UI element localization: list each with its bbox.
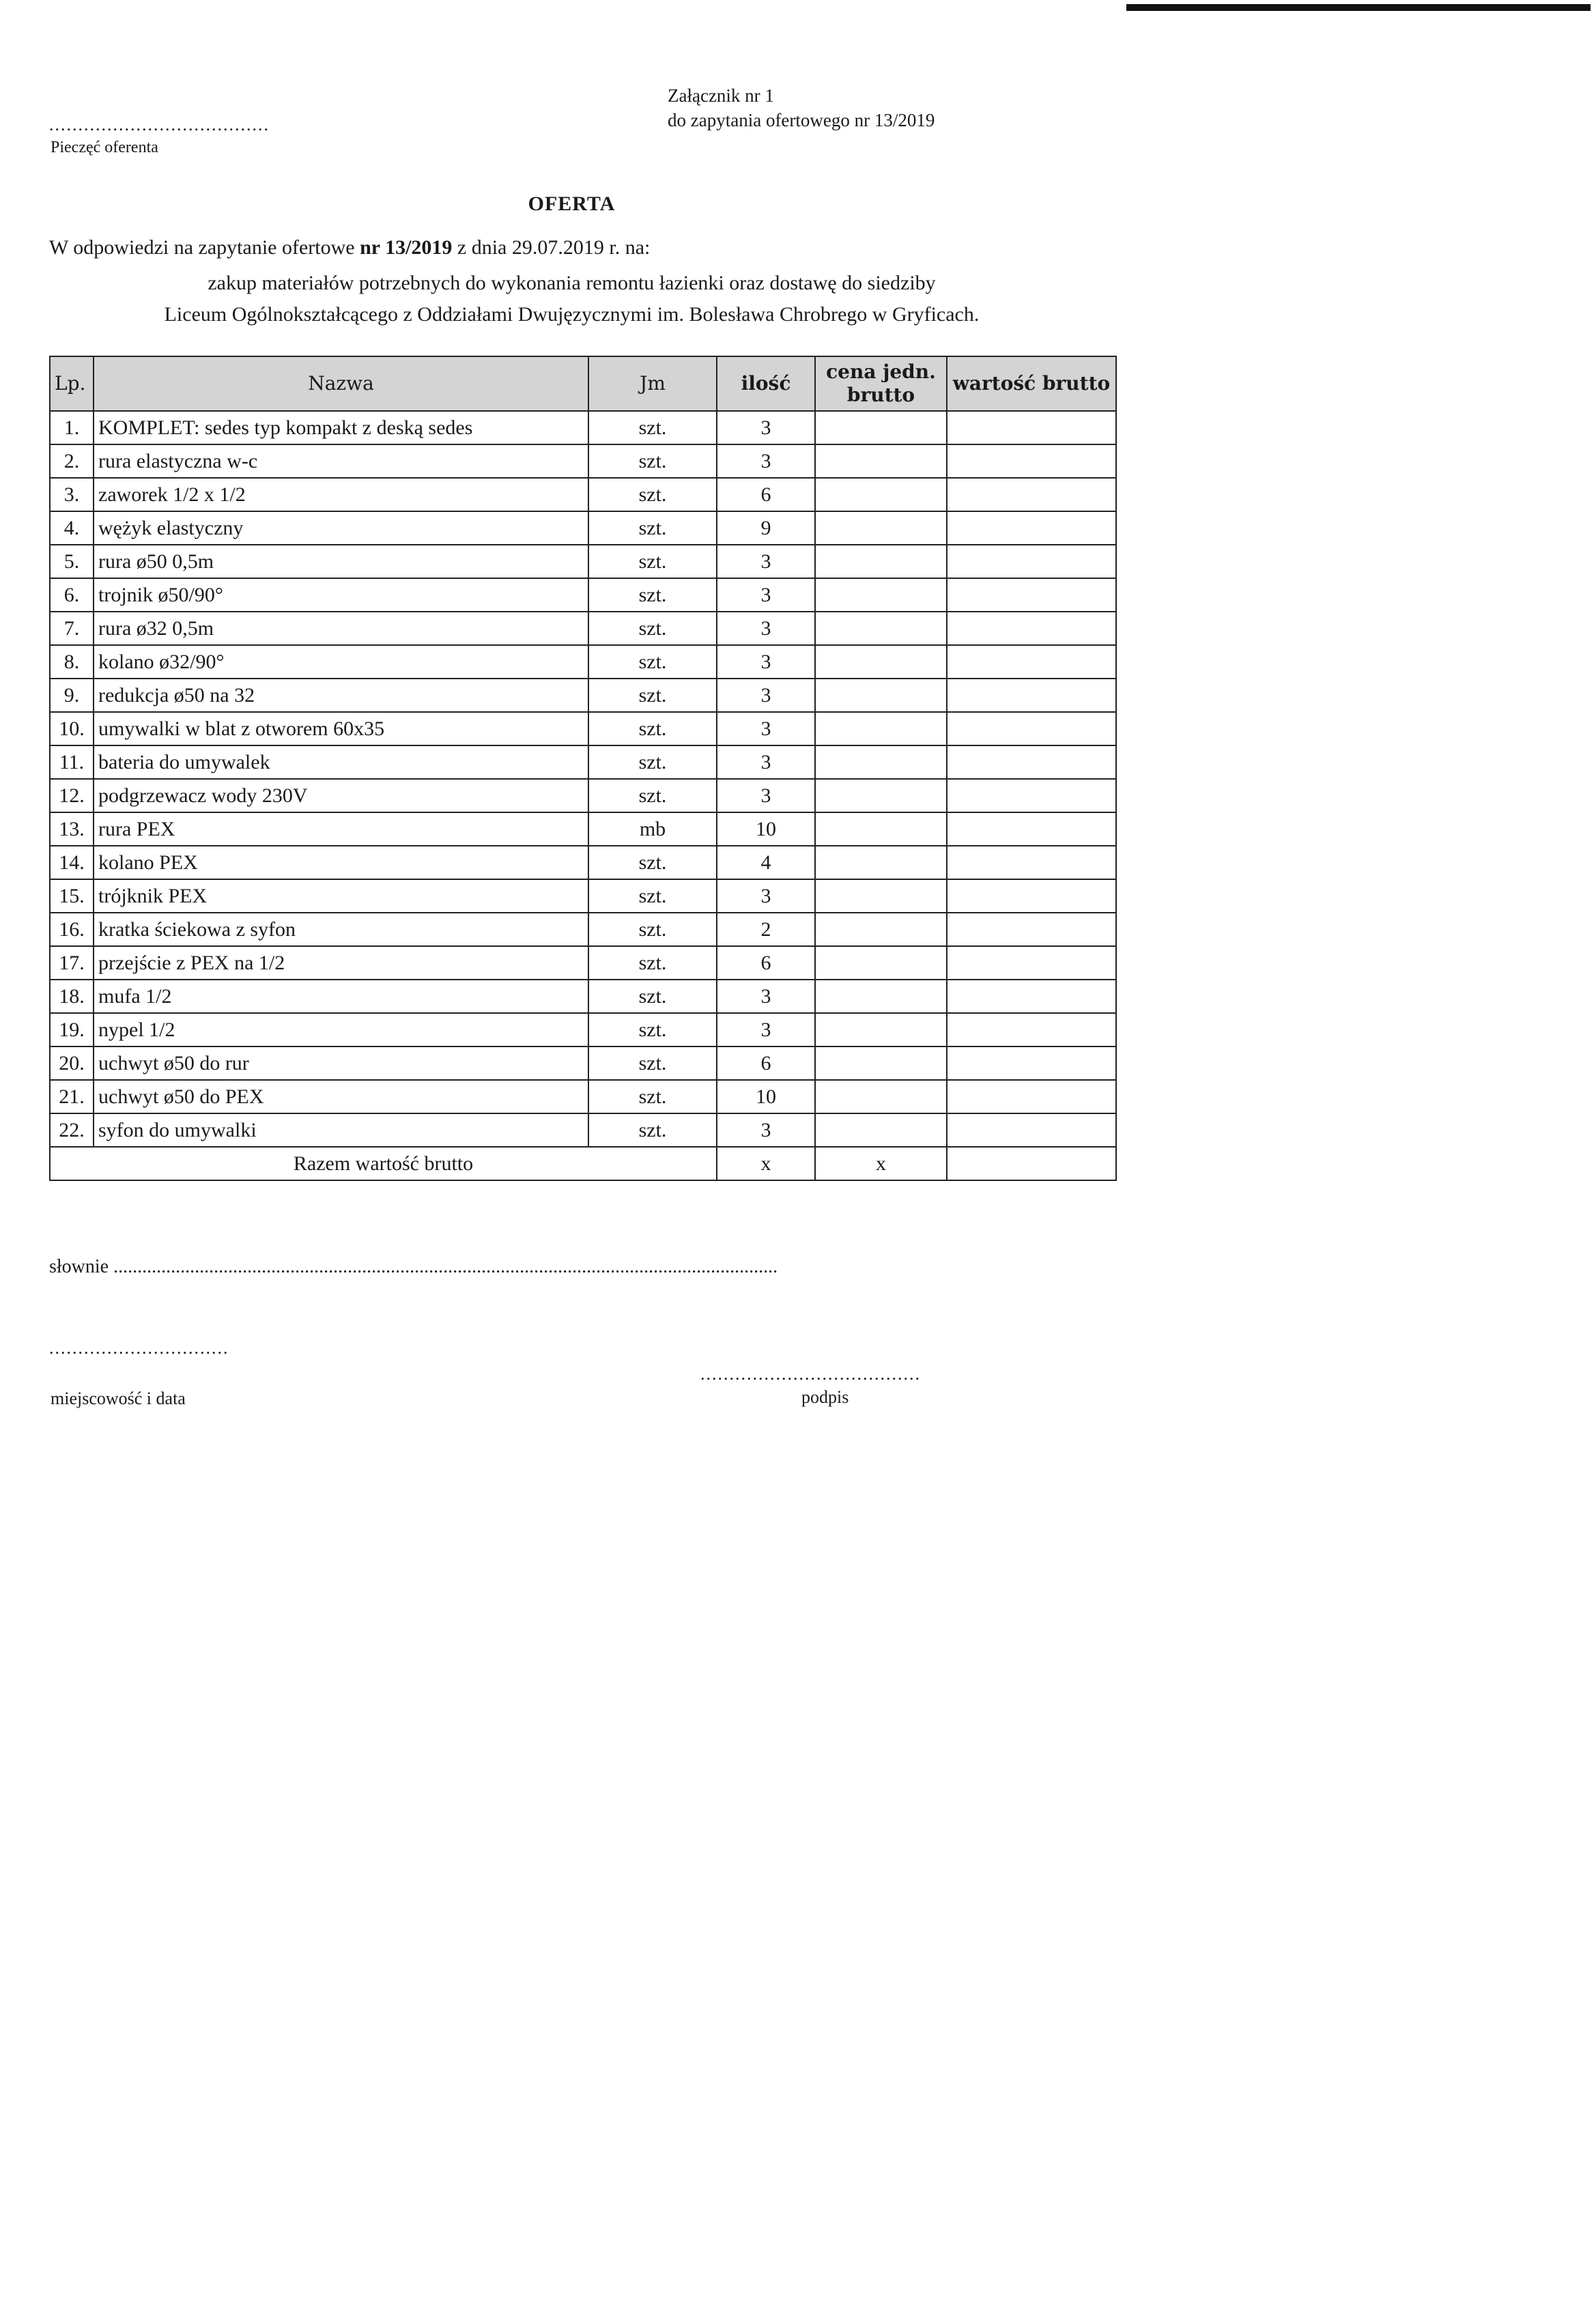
row-unit-price-field[interactable] (815, 578, 947, 612)
row-value-field[interactable] (947, 411, 1116, 444)
row-unit: mb (588, 812, 717, 846)
row-lp: 16. (50, 913, 94, 946)
table-row (50, 1046, 1116, 1080)
annex-header (668, 83, 935, 132)
row-value-field[interactable] (947, 511, 1116, 545)
row-unit: szt. (588, 612, 717, 645)
header-unit-price-line-1: cena jedn. (826, 360, 936, 383)
total-value-field[interactable] (947, 1147, 1116, 1180)
row-value-field[interactable] (947, 913, 1116, 946)
row-name: mufa 1/2 (94, 980, 588, 1013)
table-row (50, 645, 1116, 679)
row-value-field[interactable] (947, 1046, 1116, 1080)
row-unit: szt. (588, 545, 717, 578)
table-row (50, 879, 1116, 913)
row-name: zaworek 1/2 x 1/2 (94, 478, 588, 511)
table-row (50, 1113, 1116, 1147)
table-row (50, 980, 1116, 1013)
row-unit: szt. (588, 779, 717, 812)
row-qty: 3 (717, 712, 815, 745)
row-value-field[interactable] (947, 478, 1116, 511)
row-unit-price-field[interactable] (815, 444, 947, 478)
header-value: wartość brutto (947, 356, 1116, 411)
row-qty: 3 (717, 1113, 815, 1147)
total-qty: x (717, 1147, 815, 1180)
row-unit-price-field[interactable] (815, 545, 947, 578)
place-date-label: miejscowość i data (51, 1389, 186, 1408)
row-name: przejście z PEX na 1/2 (94, 946, 588, 980)
total-row (50, 1147, 1116, 1180)
table-row (50, 411, 1116, 444)
table-row (50, 612, 1116, 645)
row-qty: 3 (717, 612, 815, 645)
signature-label: podpis (801, 1387, 849, 1407)
total-unit-price: x (815, 1147, 947, 1180)
annex-line-2: do zapytania ofertowego nr 13/2019 (668, 110, 935, 130)
subject-line-2: Liceum Ogólnokształcącego z Oddziałami Dwujęzycznymi im. Bolesława Chrobrego w Gryficach. (164, 303, 980, 326)
scan-edge-bar (1126, 4, 1591, 11)
row-name: trojnik ø50/90° (94, 578, 588, 612)
row-unit-price-field[interactable] (815, 645, 947, 679)
row-lp: 18. (50, 980, 94, 1013)
row-value-field[interactable] (947, 1080, 1116, 1113)
table-row (50, 679, 1116, 712)
row-lp: 1. (50, 411, 94, 444)
row-unit-price-field[interactable] (815, 980, 947, 1013)
row-qty: 6 (717, 946, 815, 980)
table-row (50, 511, 1116, 545)
table-row (50, 545, 1116, 578)
intro-number: nr 13/2019 (360, 236, 453, 259)
row-name: rura ø50 0,5m (94, 545, 588, 578)
row-qty: 10 (717, 812, 815, 846)
row-lp: 2. (50, 444, 94, 478)
row-name: syfon do umywalki (94, 1113, 588, 1147)
table-row (50, 478, 1116, 511)
row-unit: szt. (588, 946, 717, 980)
row-lp: 19. (50, 1013, 94, 1046)
row-unit-price-field[interactable] (815, 478, 947, 511)
row-unit-price-field[interactable] (815, 411, 947, 444)
intro-suffix: z dnia 29.07.2019 r. na: (452, 236, 651, 259)
row-unit: szt. (588, 1046, 717, 1080)
row-name: wężyk elastyczny (94, 511, 588, 545)
row-unit-price-field[interactable] (815, 1013, 947, 1046)
table-row (50, 946, 1116, 980)
table-row (50, 779, 1116, 812)
row-unit: szt. (588, 913, 717, 946)
row-name: uchwyt ø50 do PEX (94, 1080, 588, 1113)
header-qty: ilość (717, 356, 815, 411)
table-row (50, 745, 1116, 779)
row-lp: 21. (50, 1080, 94, 1113)
row-name: rura PEX (94, 812, 588, 846)
row-lp: 15. (50, 879, 94, 913)
row-value-field[interactable] (947, 812, 1116, 846)
intro-text (49, 236, 650, 259)
row-unit-price-field[interactable] (815, 846, 947, 879)
row-qty: 2 (717, 913, 815, 946)
row-lp: 7. (50, 612, 94, 645)
row-name: uchwyt ø50 do rur (94, 1046, 588, 1080)
row-unit-price-field[interactable] (815, 812, 947, 846)
subject-text (0, 268, 1143, 330)
row-unit-price-field[interactable] (815, 1080, 947, 1113)
header-lp: Lp. (50, 356, 94, 411)
row-unit-price-field[interactable] (815, 1046, 947, 1080)
row-unit-price-field[interactable] (815, 1113, 947, 1147)
table-row (50, 846, 1116, 879)
row-value-field[interactable] (947, 545, 1116, 578)
row-unit-price-field[interactable] (815, 779, 947, 812)
row-lp: 22. (50, 1113, 94, 1147)
table-row (50, 712, 1116, 745)
row-name: trójknik PEX (94, 879, 588, 913)
row-unit-price-field[interactable] (815, 879, 947, 913)
row-qty: 9 (717, 511, 815, 545)
table-row (50, 1080, 1116, 1113)
row-unit-price-field[interactable] (815, 712, 947, 745)
row-name: kratka ściekowa z syfon (94, 913, 588, 946)
row-unit: szt. (588, 411, 717, 444)
row-value-field[interactable] (947, 879, 1116, 913)
stamp-label: Pieczęć oferenta (51, 139, 158, 156)
row-qty: 3 (717, 980, 815, 1013)
annex-line-1: Załącznik nr 1 (668, 85, 774, 106)
row-qty: 3 (717, 411, 815, 444)
header-unit-price (815, 356, 947, 411)
row-value-field[interactable] (947, 846, 1116, 879)
row-unit: szt. (588, 1013, 717, 1046)
place-date-dots: ............................... (49, 1338, 229, 1358)
table-row (50, 1013, 1116, 1046)
subject-line-1: zakup materiałów potrzebnych do wykonania remontu łazienki oraz dostawę do siedziby (208, 272, 936, 294)
row-value-field[interactable] (947, 578, 1116, 612)
row-lp: 20. (50, 1046, 94, 1080)
row-name: KOMPLET: sedes typ kompakt z deską sedes (94, 411, 588, 444)
row-qty: 3 (717, 545, 815, 578)
table-header-row (50, 356, 1116, 411)
row-value-field[interactable] (947, 679, 1116, 712)
row-value-field[interactable] (947, 444, 1116, 478)
total-label: Razem wartość brutto (50, 1147, 717, 1180)
row-lp: 3. (50, 478, 94, 511)
row-qty: 4 (717, 846, 815, 879)
signature-dots: ...................................... (700, 1364, 921, 1384)
row-value-field[interactable] (947, 1013, 1116, 1046)
row-unit-price-field[interactable] (815, 679, 947, 712)
row-name: rura elastyczna w-c (94, 444, 588, 478)
table-row (50, 444, 1116, 478)
row-value-field[interactable] (947, 645, 1116, 679)
row-qty: 3 (717, 745, 815, 779)
row-lp: 5. (50, 545, 94, 578)
row-qty: 10 (717, 1080, 815, 1113)
row-lp: 9. (50, 679, 94, 712)
table-row (50, 578, 1116, 612)
row-unit-price-field[interactable] (815, 612, 947, 645)
header-name: Nazwa (94, 356, 588, 411)
row-lp: 12. (50, 779, 94, 812)
row-unit-price-field[interactable] (815, 913, 947, 946)
row-lp: 4. (50, 511, 94, 545)
row-qty: 6 (717, 478, 815, 511)
intro-prefix: W odpowiedzi na zapytanie ofertowe (49, 236, 360, 259)
row-value-field[interactable] (947, 779, 1116, 812)
row-name: podgrzewacz wody 230V (94, 779, 588, 812)
row-value-field[interactable] (947, 946, 1116, 980)
row-lp: 11. (50, 745, 94, 779)
row-value-field[interactable] (947, 1113, 1116, 1147)
row-lp: 8. (50, 645, 94, 679)
header-unit: Jm (588, 356, 717, 411)
row-qty: 3 (717, 679, 815, 712)
row-qty: 3 (717, 444, 815, 478)
row-lp: 10. (50, 712, 94, 745)
row-unit: szt. (588, 846, 717, 879)
row-qty: 3 (717, 645, 815, 679)
row-unit: szt. (588, 444, 717, 478)
row-unit: szt. (588, 980, 717, 1013)
row-value-field[interactable] (947, 980, 1116, 1013)
row-unit-price-field[interactable] (815, 946, 947, 980)
row-name: bateria do umywalek (94, 745, 588, 779)
table-row (50, 913, 1116, 946)
row-qty: 6 (717, 1046, 815, 1080)
table-row (50, 812, 1116, 846)
row-lp: 17. (50, 946, 94, 980)
amount-in-words-line[interactable]: słownie ........................................................................................................................................... (49, 1256, 778, 1277)
row-unit: szt. (588, 645, 717, 679)
row-unit: szt. (588, 511, 717, 545)
row-unit: szt. (588, 745, 717, 779)
row-unit: szt. (588, 712, 717, 745)
row-unit: szt. (588, 879, 717, 913)
row-name: nypel 1/2 (94, 1013, 588, 1046)
row-qty: 3 (717, 578, 815, 612)
row-name: kolano PEX (94, 846, 588, 879)
row-lp: 6. (50, 578, 94, 612)
row-qty: 3 (717, 879, 815, 913)
row-name: umywalki w blat z otworem 60x35 (94, 712, 588, 745)
row-name: rura ø32 0,5m (94, 612, 588, 645)
row-value-field[interactable] (947, 612, 1116, 645)
row-unit: szt. (588, 478, 717, 511)
row-lp: 13. (50, 812, 94, 846)
row-qty: 3 (717, 1013, 815, 1046)
stamp-dots: ...................................... (49, 115, 270, 134)
row-value-field[interactable] (947, 712, 1116, 745)
row-name: redukcja ø50 na 32 (94, 679, 588, 712)
offer-table (49, 356, 1117, 1181)
row-value-field[interactable] (947, 745, 1116, 779)
row-name: kolano ø32/90° (94, 645, 588, 679)
row-unit-price-field[interactable] (815, 745, 947, 779)
row-unit: szt. (588, 1113, 717, 1147)
row-lp: 14. (50, 846, 94, 879)
document-title: OFERTA (528, 193, 616, 215)
row-unit: szt. (588, 578, 717, 612)
row-qty: 3 (717, 779, 815, 812)
row-unit-price-field[interactable] (815, 511, 947, 545)
row-unit: szt. (588, 679, 717, 712)
row-unit: szt. (588, 1080, 717, 1113)
header-unit-price-line-2: brutto (846, 384, 915, 406)
